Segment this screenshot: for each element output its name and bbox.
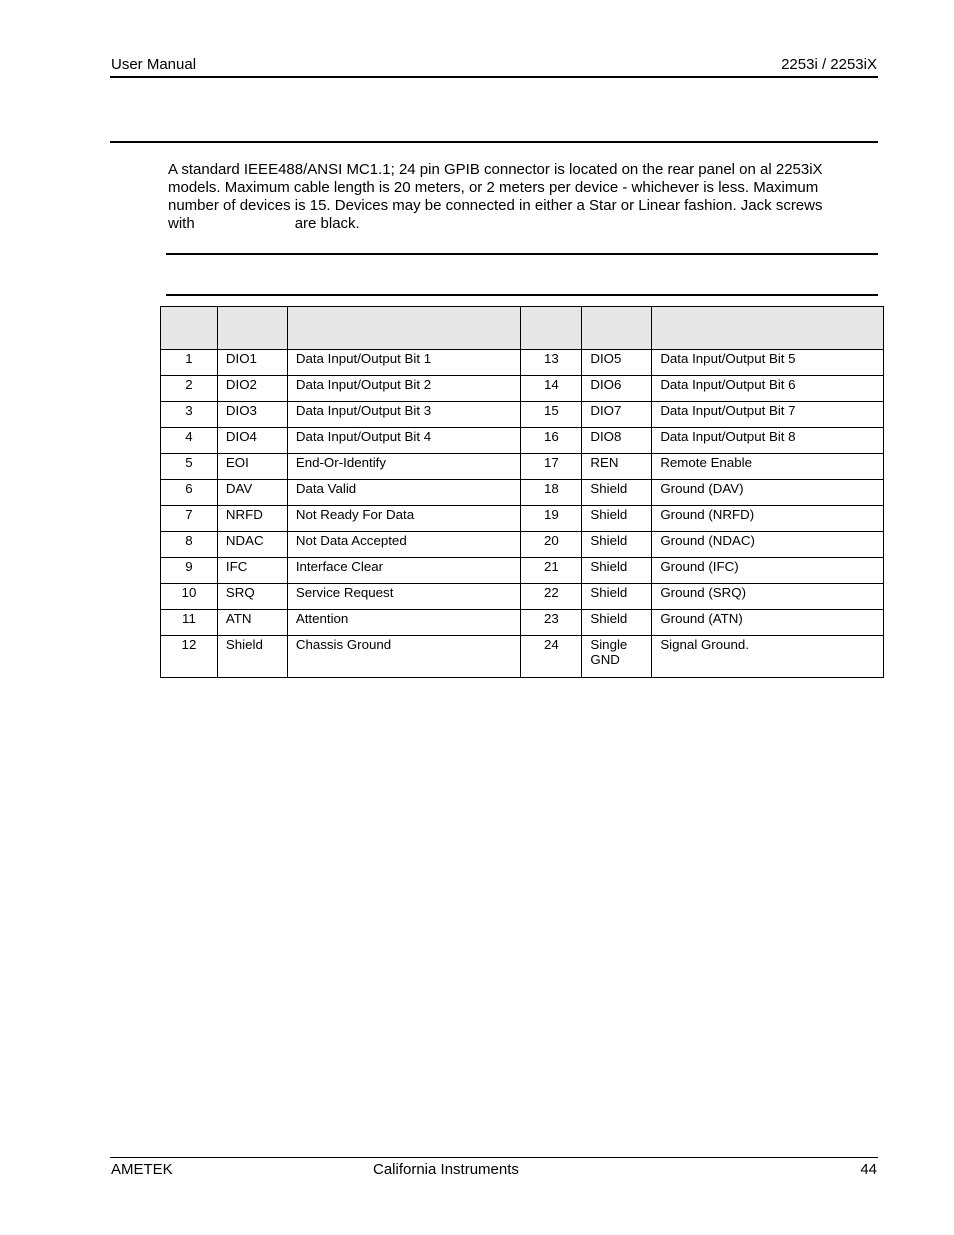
signal-name: DIO7 bbox=[582, 402, 652, 428]
signal-description: Not Ready For Data bbox=[287, 506, 521, 532]
signal-name: Shield bbox=[582, 584, 652, 610]
table-row bbox=[161, 610, 884, 636]
signal-name: NRFD bbox=[217, 506, 287, 532]
pin-number: 20 bbox=[521, 532, 582, 558]
signal-description: Ground (NRFD) bbox=[652, 506, 884, 532]
table-row bbox=[161, 428, 884, 454]
table-row bbox=[161, 506, 884, 532]
pin-number: 14 bbox=[521, 376, 582, 402]
signal-description: Interface Clear bbox=[287, 558, 521, 584]
signal-name: IFC bbox=[217, 558, 287, 584]
signal-description: Data Input/Output Bit 4 bbox=[287, 428, 521, 454]
pin-number: 23 bbox=[521, 610, 582, 636]
signal-name: DIO4 bbox=[217, 428, 287, 454]
signal-name: Shield bbox=[582, 506, 652, 532]
section-rule bbox=[110, 141, 878, 143]
pin-number: 5 bbox=[161, 454, 218, 480]
table-caption-rule-bottom bbox=[166, 294, 878, 296]
signal-name: Shield bbox=[582, 610, 652, 636]
pin-number: 9 bbox=[161, 558, 218, 584]
pin-number: 11 bbox=[161, 610, 218, 636]
table-row bbox=[161, 636, 884, 678]
table-row bbox=[161, 402, 884, 428]
signal-name: DIO6 bbox=[582, 376, 652, 402]
pin-number: 21 bbox=[521, 558, 582, 584]
pin-number: 17 bbox=[521, 454, 582, 480]
intro-line-1: A standard IEEE488/ANSI MC1.1; 24 pin GPIB connector is located on the rear panel on al 2253iX bbox=[168, 161, 823, 178]
signal-name: ATN bbox=[217, 610, 287, 636]
pin-number: 7 bbox=[161, 506, 218, 532]
intro-line-2: models. Maximum cable length is 20 meters, or 2 meters per device - whichever is less. Maximum bbox=[168, 179, 819, 196]
intro-paragraph bbox=[168, 161, 858, 233]
signal-description: Data Input/Output Bit 7 bbox=[652, 402, 884, 428]
signal-name: Shield bbox=[582, 532, 652, 558]
signal-name: NDAC bbox=[217, 532, 287, 558]
signal-description: Remote Enable bbox=[652, 454, 884, 480]
pin-number: 18 bbox=[521, 480, 582, 506]
signal-name: DIO2 bbox=[217, 376, 287, 402]
signal-name: Shield bbox=[217, 636, 287, 678]
intro-line-4-end: are black. bbox=[294, 215, 360, 232]
signal-name: DIO3 bbox=[217, 402, 287, 428]
signal-name: DIO8 bbox=[582, 428, 652, 454]
pin-number: 4 bbox=[161, 428, 218, 454]
signal-name: REN bbox=[582, 454, 652, 480]
table-row bbox=[161, 376, 884, 402]
intro-line-3: number of devices is 15. Devices may be connected in either a Star or Linear fashion. Jack screws bbox=[168, 197, 823, 214]
table-row bbox=[161, 558, 884, 584]
signal-description: Service Request bbox=[287, 584, 521, 610]
footer-division: California Instruments bbox=[373, 1161, 519, 1178]
table-header-row bbox=[161, 307, 884, 350]
intro-line-4-start: with bbox=[168, 215, 195, 232]
page-number: 44 bbox=[860, 1161, 877, 1178]
pin-number: 12 bbox=[161, 636, 218, 678]
signal-description: Data Input/Output Bit 8 bbox=[652, 428, 884, 454]
intro-line-4 bbox=[168, 215, 858, 233]
signal-description: Data Input/Output Bit 3 bbox=[287, 402, 521, 428]
pin-number: 24 bbox=[521, 636, 582, 678]
pin-number: 2 bbox=[161, 376, 218, 402]
signal-description: Data Input/Output Bit 5 bbox=[652, 350, 884, 376]
signal-name: Single GND bbox=[582, 636, 652, 678]
signal-description: Ground (SRQ) bbox=[652, 584, 884, 610]
pin-number: 1 bbox=[161, 350, 218, 376]
header-cell bbox=[521, 307, 582, 350]
pin-number: 22 bbox=[521, 584, 582, 610]
header-left: User Manual bbox=[111, 56, 197, 73]
pin-number: 8 bbox=[161, 532, 218, 558]
signal-description: Data Input/Output Bit 2 bbox=[287, 376, 521, 402]
gpib-pin-table bbox=[160, 306, 884, 678]
signal-description: Not Data Accepted bbox=[287, 532, 521, 558]
pin-number: 6 bbox=[161, 480, 218, 506]
pin-number: 3 bbox=[161, 402, 218, 428]
signal-name: EOI bbox=[217, 454, 287, 480]
signal-description: Attention bbox=[287, 610, 521, 636]
signal-description: Ground (DAV) bbox=[652, 480, 884, 506]
table-row bbox=[161, 532, 884, 558]
header-cell bbox=[652, 307, 884, 350]
signal-description: Signal Ground. bbox=[652, 636, 884, 678]
pin-number: 10 bbox=[161, 584, 218, 610]
header-rule bbox=[110, 76, 878, 78]
signal-name: DAV bbox=[217, 480, 287, 506]
header-cell bbox=[287, 307, 521, 350]
pin-number: 16 bbox=[521, 428, 582, 454]
signal-description: Chassis Ground bbox=[287, 636, 521, 678]
signal-description: End-Or-Identify bbox=[287, 454, 521, 480]
pin-number: 15 bbox=[521, 402, 582, 428]
signal-name: Shield bbox=[582, 480, 652, 506]
signal-name: DIO5 bbox=[582, 350, 652, 376]
footer-company: AMETEK bbox=[111, 1161, 173, 1178]
header-cell bbox=[161, 307, 218, 350]
table-row bbox=[161, 480, 884, 506]
pin-number: 19 bbox=[521, 506, 582, 532]
signal-description: Ground (IFC) bbox=[652, 558, 884, 584]
signal-description: Data Input/Output Bit 1 bbox=[287, 350, 521, 376]
signal-name: Shield bbox=[582, 558, 652, 584]
header-cell bbox=[582, 307, 652, 350]
header-right: 2253i / 2253iX bbox=[781, 56, 877, 73]
signal-description: Data Input/Output Bit 6 bbox=[652, 376, 884, 402]
table-caption-rule-top bbox=[166, 253, 878, 255]
pin-number: 13 bbox=[521, 350, 582, 376]
table-row bbox=[161, 454, 884, 480]
signal-name: SRQ bbox=[217, 584, 287, 610]
header-cell bbox=[217, 307, 287, 350]
table-row bbox=[161, 584, 884, 610]
table-row bbox=[161, 350, 884, 376]
signal-description: Data Valid bbox=[287, 480, 521, 506]
signal-name: DIO1 bbox=[217, 350, 287, 376]
signal-description: Ground (NDAC) bbox=[652, 532, 884, 558]
footer-rule bbox=[110, 1157, 878, 1158]
signal-description: Ground (ATN) bbox=[652, 610, 884, 636]
